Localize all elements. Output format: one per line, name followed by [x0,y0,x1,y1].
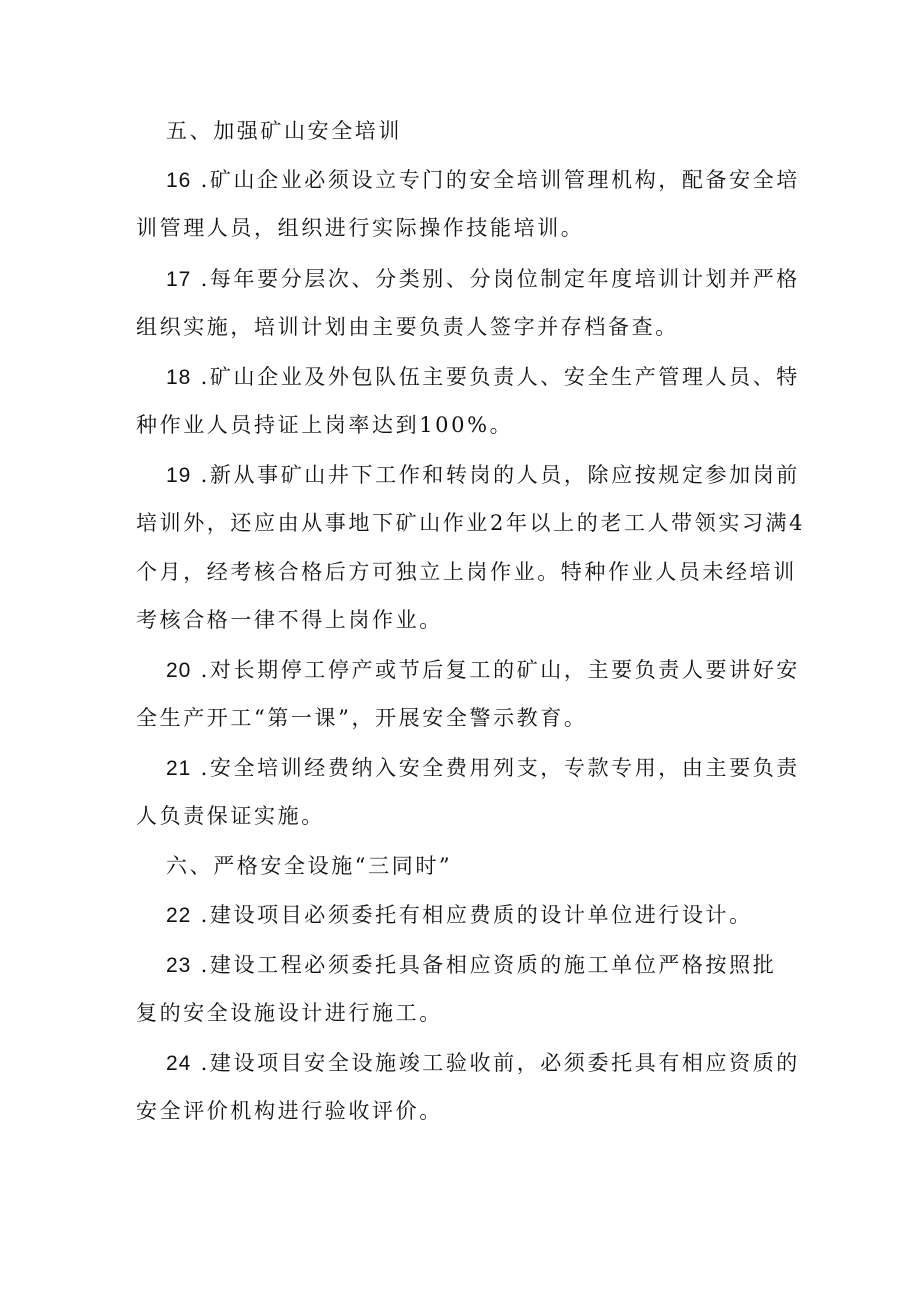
item-number: 23 [166,954,192,977]
item-21-line-1: 21 .安全培训经费纳入安全费用列支，专款专用，由主要负责 [166,756,800,780]
item-number: 20 [166,659,192,682]
item-23-line-1: 23 .建设工程必须委托具备相应资质的施工单位严格按照批 [166,953,777,977]
item-19-line-3: 个月，经考核合格后方可独立上岗作业。特种作业人员未经培训 [136,560,797,584]
item-19-line-2: 培训外，还应由从事地下矿山作业2年以上的老工人带领实习满4 [136,511,806,535]
item-16-line-1: 16 .矿山企业必须设立专门的安全培训管理机构，配备安全培 [166,168,800,192]
item-18-line-1: 18 .矿山企业及外包队伍主要负责人、安全生产管理人员、特 [166,365,800,389]
item-17-line-1: 17 .每年要分层次、分类别、分岗位制定年度培训计划并严格 [166,267,800,291]
item-16-line-2: 训管理人员，组织进行实际操作技能培训。 [136,216,585,240]
item-19-line-1: 19 .新从事矿山井下工作和转岗的人员，除应按规定参加岗前 [166,463,800,487]
item-20-line-1: 20 .对长期停工停产或节后复工的矿山，主要负责人要讲好安 [166,658,800,682]
item-number: 24 [166,1052,192,1075]
item-number: 18 [166,366,192,389]
item-21-line-2: 人负责保证实施。 [136,804,325,828]
item-19-line-4: 考核合格一律不得上岗作业。 [136,608,443,632]
item-number: 16 [166,169,192,192]
item-24-line-2: 安全评价机构进行验收评价。 [136,1099,443,1123]
item-17-line-2: 组织实施，培训计划由主要负责人签字并存档备查。 [136,315,679,339]
item-number: 22 [166,904,192,927]
item-number: 21 [166,757,192,780]
section-heading: 六、严格安全设施“三同时” [166,854,453,878]
item-number: 17 [166,268,192,291]
item-23-line-2: 复的安全设施设计进行施工。 [136,1001,443,1025]
item-number: 19 [166,464,192,487]
item-20-line-2: 全生产开工“第一课”，开展安全警示教育。 [136,706,588,730]
section-heading: 五、加强矿山安全培训 [166,119,402,143]
item-18-line-2: 种作业人员持证上岗率达到100%。 [136,413,514,437]
item-24-line-1: 24 .建设项目安全设施竣工验收前，必须委托具有相应资质的 [166,1051,800,1075]
item-22-line-1: 22 .建设项目必须委托有相应费质的设计单位进行设计。 [166,903,753,927]
